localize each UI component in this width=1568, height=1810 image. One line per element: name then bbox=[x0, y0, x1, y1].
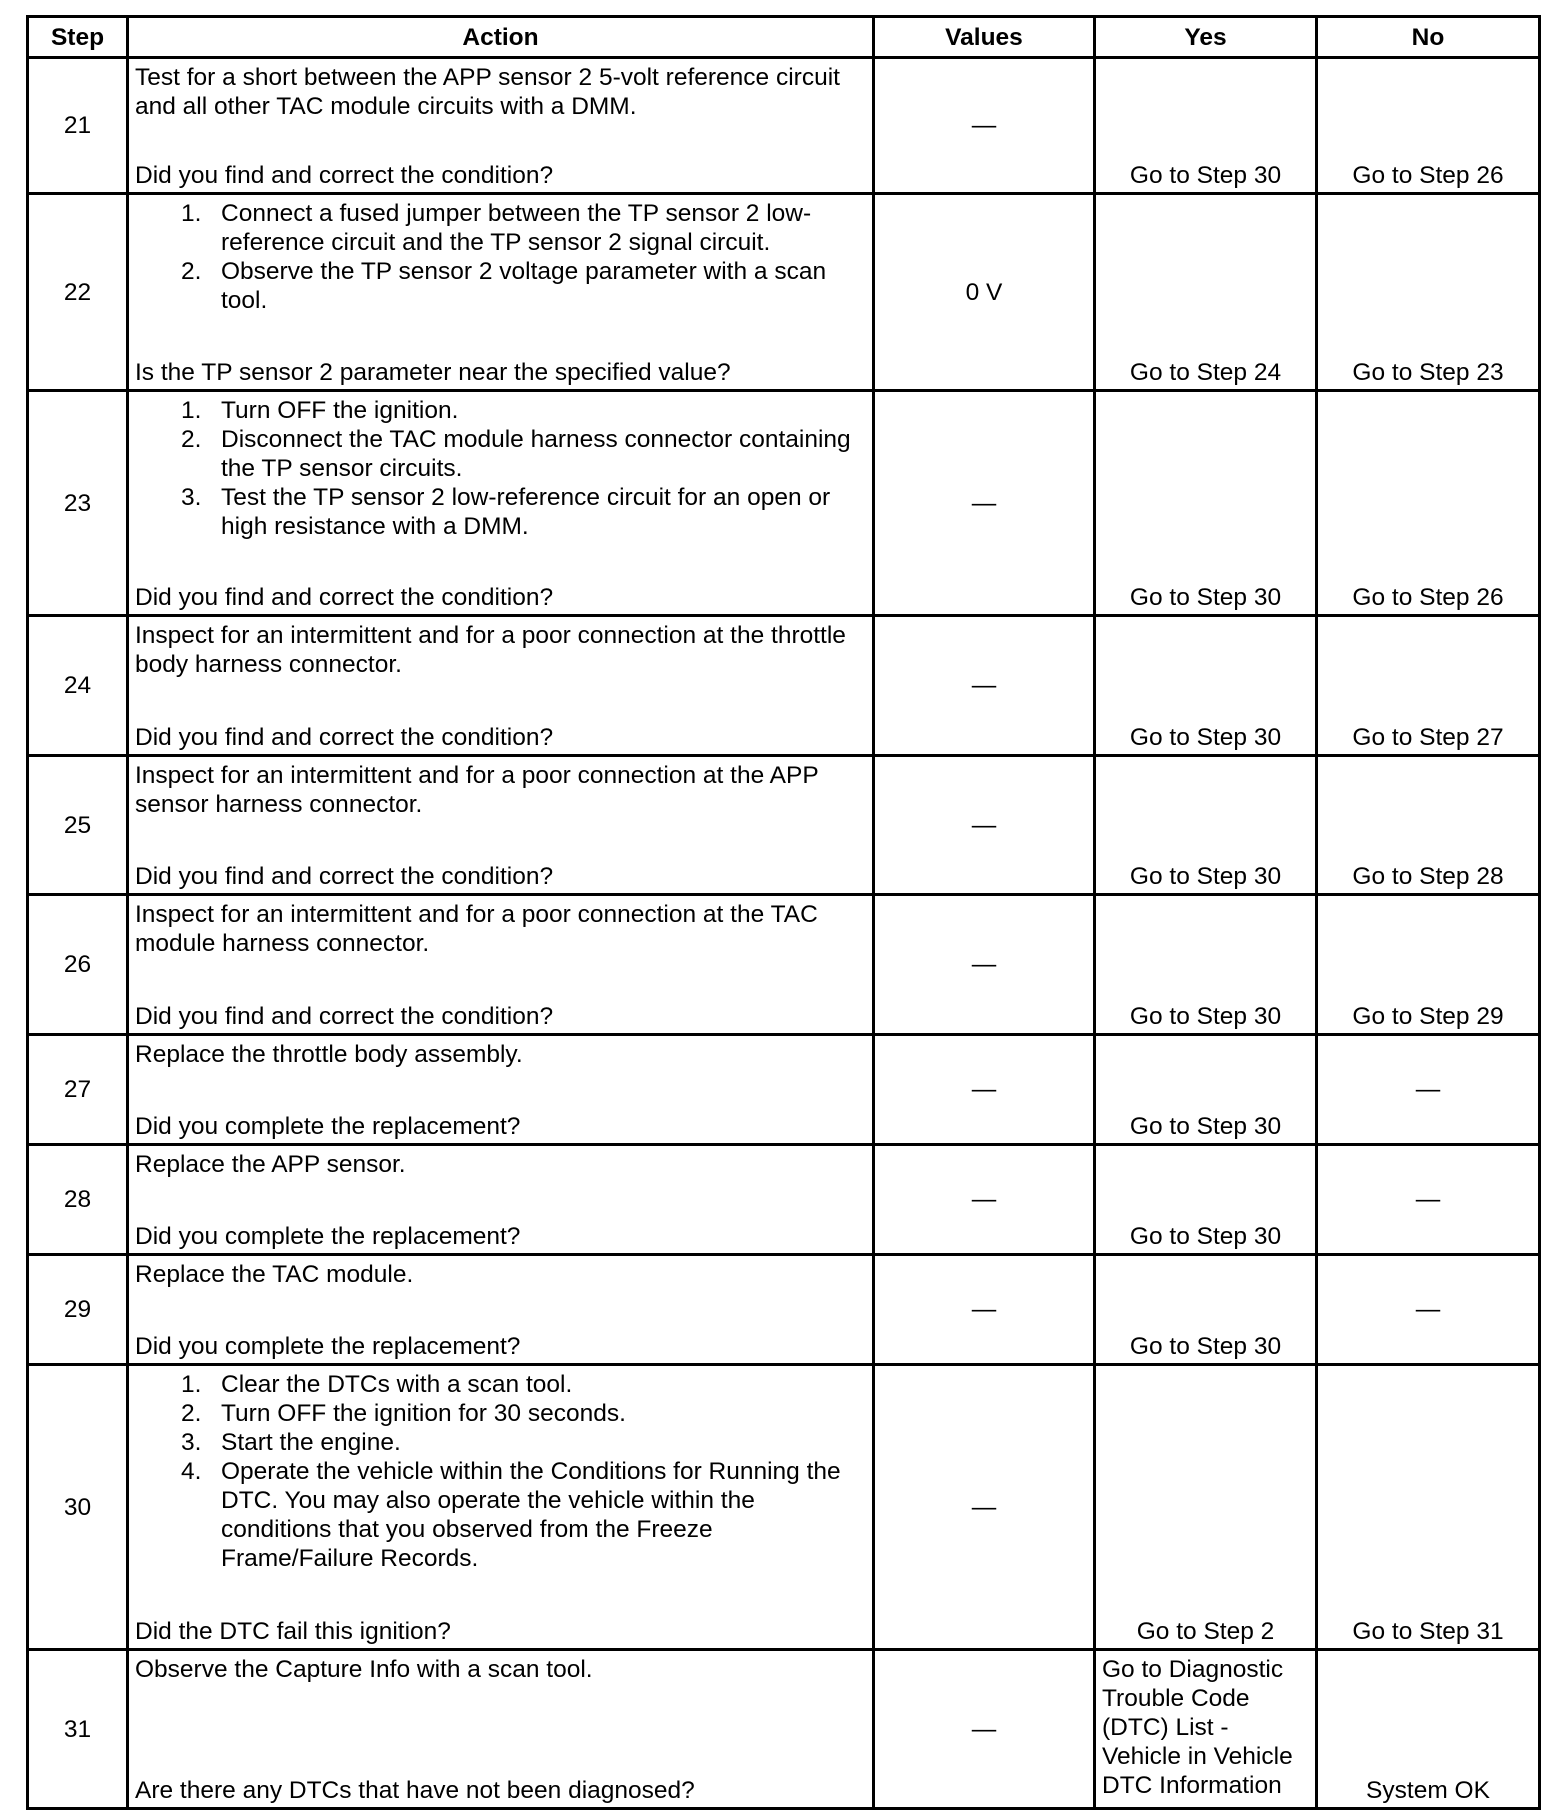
list-item-text: Operate the vehicle within the Conditions for Running the DTC. You may also operate the vehicle within the conditions that you observed from the Freeze Frame/Failure Records. bbox=[221, 1458, 841, 1572]
list-item-number: 3. bbox=[181, 484, 202, 511]
step-number: 31 bbox=[28, 1650, 128, 1809]
step-number: 24 bbox=[28, 616, 128, 756]
action-cell bbox=[128, 194, 874, 391]
list-item-text: Observe the TP sensor 2 voltage parameter with a scan tool. bbox=[221, 258, 827, 314]
yes-cell: Go to Step 30 bbox=[1095, 391, 1317, 616]
action-text: Replace the TAC module. bbox=[135, 1261, 414, 1288]
header-yes: Yes bbox=[1095, 17, 1317, 58]
value-cell: — bbox=[874, 391, 1095, 616]
action-cell bbox=[128, 1650, 874, 1809]
table-row bbox=[28, 1255, 1540, 1365]
action-steps-list bbox=[135, 1370, 866, 1573]
action-cell bbox=[128, 1035, 874, 1145]
table-row bbox=[28, 1145, 1540, 1255]
diagnostic-table bbox=[26, 15, 1541, 1810]
action-cell bbox=[128, 616, 874, 756]
value-cell: — bbox=[874, 1650, 1095, 1809]
value-cell: — bbox=[874, 58, 1095, 194]
no-cell: Go to Step 28 bbox=[1317, 756, 1540, 895]
list-item-number: 2. bbox=[181, 258, 202, 285]
value-cell: — bbox=[874, 616, 1095, 756]
no-cell: — bbox=[1317, 1035, 1540, 1145]
list-item bbox=[135, 257, 866, 315]
action-question: Are there any DTCs that have not been diagnosed? bbox=[135, 1777, 695, 1804]
yes-cell: Go to Step 30 bbox=[1095, 58, 1317, 194]
no-cell: Go to Step 27 bbox=[1317, 616, 1540, 756]
action-question: Did you complete the replacement? bbox=[135, 1223, 521, 1250]
table-row bbox=[28, 1650, 1540, 1809]
table-row bbox=[28, 391, 1540, 616]
list-item-number: 2. bbox=[181, 426, 202, 453]
action-question: Did you find and correct the condition? bbox=[135, 584, 554, 611]
header-values: Values bbox=[874, 17, 1095, 58]
value-cell: — bbox=[874, 1145, 1095, 1255]
step-number: 27 bbox=[28, 1035, 128, 1145]
action-cell bbox=[128, 895, 874, 1035]
action-text: Test for a short between the APP sensor 2 5-volt reference circuit and all other TAC module circuits with a DMM. bbox=[135, 64, 840, 120]
list-item bbox=[135, 1457, 866, 1573]
no-cell: Go to Step 26 bbox=[1317, 58, 1540, 194]
no-cell: — bbox=[1317, 1255, 1540, 1365]
list-item-text: Connect a fused jumper between the TP sensor 2 low-reference circuit and the TP sensor 2 signal circuit. bbox=[221, 200, 812, 256]
value-cell: — bbox=[874, 1365, 1095, 1650]
action-cell bbox=[128, 391, 874, 616]
list-item-number: 4. bbox=[181, 1458, 202, 1485]
yes-cell: Go to Step 30 bbox=[1095, 1035, 1317, 1145]
value-cell: 0 V bbox=[874, 194, 1095, 391]
action-steps-list bbox=[135, 396, 866, 541]
action-steps-list bbox=[135, 199, 866, 315]
no-cell: — bbox=[1317, 1145, 1540, 1255]
list-item-number: 3. bbox=[181, 1429, 202, 1456]
list-item-text: Clear the DTCs with a scan tool. bbox=[221, 1371, 573, 1398]
value-cell: — bbox=[874, 895, 1095, 1035]
yes-cell: Go to Step 2 bbox=[1095, 1365, 1317, 1650]
table-row bbox=[28, 1365, 1540, 1650]
table-row bbox=[28, 756, 1540, 895]
action-text: Replace the throttle body assembly. bbox=[135, 1041, 523, 1068]
header-no: No bbox=[1317, 17, 1540, 58]
table-row bbox=[28, 1035, 1540, 1145]
action-cell bbox=[128, 756, 874, 895]
yes-cell: Go to Step 30 bbox=[1095, 756, 1317, 895]
value-cell: — bbox=[874, 1035, 1095, 1145]
list-item-number: 1. bbox=[181, 397, 202, 424]
step-number: 28 bbox=[28, 1145, 128, 1255]
action-question: Did the DTC fail this ignition? bbox=[135, 1618, 451, 1645]
step-number: 26 bbox=[28, 895, 128, 1035]
yes-cell: Go to Step 30 bbox=[1095, 616, 1317, 756]
list-item-number: 2. bbox=[181, 1400, 202, 1427]
action-question: Did you find and correct the condition? bbox=[135, 724, 554, 751]
list-item bbox=[135, 425, 866, 483]
list-item-text: Disconnect the TAC module harness connector containing the TP sensor circuits. bbox=[221, 426, 851, 482]
action-cell bbox=[128, 1365, 874, 1650]
list-item-number: 1. bbox=[181, 200, 202, 227]
step-number: 21 bbox=[28, 58, 128, 194]
yes-cell: Go to Diagnostic Trouble Code (DTC) List - Vehicle in Vehicle DTC Information bbox=[1095, 1650, 1317, 1809]
list-item bbox=[135, 396, 866, 425]
list-item bbox=[135, 1399, 866, 1428]
list-item-text: Turn OFF the ignition for 30 seconds. bbox=[221, 1400, 626, 1427]
action-question: Did you complete the replacement? bbox=[135, 1113, 521, 1140]
header-step: Step bbox=[28, 17, 128, 58]
action-text: Inspect for an intermittent and for a poor connection at the throttle body harness connector. bbox=[135, 622, 846, 678]
yes-cell: Go to Step 30 bbox=[1095, 895, 1317, 1035]
list-item bbox=[135, 199, 866, 257]
action-question: Did you find and correct the condition? bbox=[135, 162, 554, 189]
no-cell: System OK bbox=[1317, 1650, 1540, 1809]
action-text: Inspect for an intermittent and for a poor connection at the APP sensor harness connector. bbox=[135, 762, 819, 818]
yes-cell: Go to Step 30 bbox=[1095, 1145, 1317, 1255]
list-item bbox=[135, 1370, 866, 1399]
header-action: Action bbox=[128, 17, 874, 58]
value-cell: — bbox=[874, 756, 1095, 895]
action-question: Did you complete the replacement? bbox=[135, 1333, 521, 1360]
list-item-text: Turn OFF the ignition. bbox=[221, 397, 459, 424]
action-question: Is the TP sensor 2 parameter near the specified value? bbox=[135, 359, 731, 386]
action-text: Inspect for an intermittent and for a poor connection at the TAC module harness connector. bbox=[135, 901, 818, 957]
yes-cell: Go to Step 24 bbox=[1095, 194, 1317, 391]
table-row bbox=[28, 895, 1540, 1035]
action-cell bbox=[128, 58, 874, 194]
list-item-text: Test the TP sensor 2 low-reference circuit for an open or high resistance with a DMM. bbox=[221, 484, 831, 540]
yes-cell: Go to Step 30 bbox=[1095, 1255, 1317, 1365]
step-number: 25 bbox=[28, 756, 128, 895]
list-item bbox=[135, 1428, 866, 1457]
value-cell: — bbox=[874, 1255, 1095, 1365]
header-row bbox=[28, 17, 1540, 58]
step-number: 29 bbox=[28, 1255, 128, 1365]
no-cell: Go to Step 23 bbox=[1317, 194, 1540, 391]
step-number: 23 bbox=[28, 391, 128, 616]
list-item bbox=[135, 483, 866, 541]
action-cell bbox=[128, 1255, 874, 1365]
list-item-text: Start the engine. bbox=[221, 1429, 401, 1456]
no-cell: Go to Step 31 bbox=[1317, 1365, 1540, 1650]
no-cell: Go to Step 29 bbox=[1317, 895, 1540, 1035]
action-cell bbox=[128, 1145, 874, 1255]
table-row bbox=[28, 194, 1540, 391]
action-question: Did you find and correct the condition? bbox=[135, 863, 554, 890]
action-text: Replace the APP sensor. bbox=[135, 1151, 406, 1178]
step-number: 30 bbox=[28, 1365, 128, 1650]
list-item-number: 1. bbox=[181, 1371, 202, 1398]
table-body bbox=[28, 58, 1540, 1809]
step-number: 22 bbox=[28, 194, 128, 391]
action-question: Did you find and correct the condition? bbox=[135, 1003, 554, 1030]
table-row bbox=[28, 58, 1540, 194]
no-cell: Go to Step 26 bbox=[1317, 391, 1540, 616]
action-text: Observe the Capture Info with a scan tool. bbox=[135, 1656, 593, 1683]
table-row bbox=[28, 616, 1540, 756]
